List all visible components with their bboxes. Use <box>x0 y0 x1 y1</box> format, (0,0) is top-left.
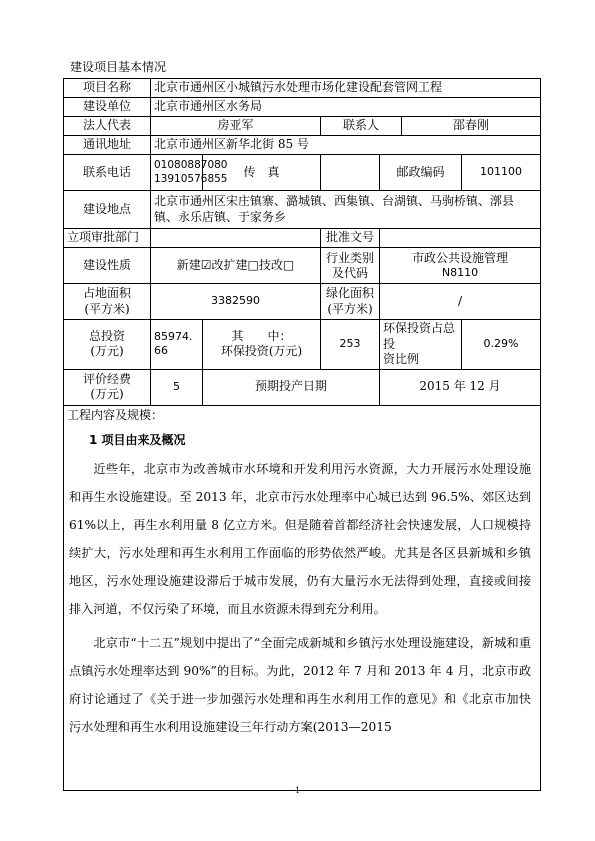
value-project-name: 北京市通州区小城镇污水处理市场化建设配套管网工程 <box>151 79 541 98</box>
industry-name: 市政公共设施管理 <box>412 250 509 265</box>
industry-code: N8110 <box>441 266 479 280</box>
content-label: 工程内容及规模： <box>67 407 164 422</box>
row-area <box>64 284 541 320</box>
paragraph-1: 近些年，北京市为改善城市水环境和开发利用污水资源，大力开展污水处理设施和再生水设施建设。至 2013 年，北京市污水处理率中心城已达到 96.5%、郊区达到 61%以上，再生水利用量 8 亿立方米。但是随着首都经济社会快速发展，人口规模持续扩大，污水处理和再生水利用工作面临的形势依然严峻。尤其是各区县新城和乡镇地区，污水处理设施建设滞后于城市发展，仍有大量污水无法得到处理，直接或间接排入河道，不仅污染了环境，而且水资源未得到充分利用。 <box>69 461 532 616</box>
row-project-name <box>64 79 541 98</box>
section-heading: 建设项目基本情况 <box>70 60 167 74</box>
label-investment <box>64 320 151 370</box>
row-legal-rep <box>64 117 541 136</box>
value-investment-line1: 85974. <box>154 330 193 344</box>
label-green-line1: 绿化面积 <box>325 285 374 300</box>
value-env-investment: 253 <box>321 320 380 370</box>
label-address: 通讯地址 <box>64 136 151 155</box>
content-cell <box>64 405 541 790</box>
label-production-date: 预期投产日期 <box>203 369 380 405</box>
value-phone <box>151 155 228 191</box>
label-approval-dept: 立项审批部门 <box>64 229 151 248</box>
value-env-ratio: 0.29% <box>462 320 541 370</box>
row-nature <box>64 248 541 284</box>
phone-number-2: 13910576855 <box>154 172 228 185</box>
label-ratio-line1: 环保投资占总投 <box>383 321 456 351</box>
label-env-line1: 其 中： <box>231 328 292 343</box>
label-industry: 行业类别及代码 <box>321 248 380 284</box>
label-nature: 建设性质 <box>64 248 151 284</box>
value-builder: 北京市通州区水务局 <box>151 98 541 117</box>
row-approval <box>64 229 541 248</box>
value-green: / <box>380 284 541 320</box>
section-1-title: 1 项目由来及概况 <box>89 433 186 448</box>
label-approval-doc: 批准文号 <box>321 229 380 248</box>
paragraph-2: 北京市“十二五”规划中提出了“全面完成新城和乡镇污水处理设施建设，新城和重点镇污水处理率达到 90%”的目标。为此，2012 年 7 月和 2013 年 4 月，北京市政府讨论通过了《关于进一步加强污水处理和再生水利用工作的意见》和《北京市加快污水处理和再生水利用设施建设三年行动方案(2013—2015 <box>69 635 532 734</box>
value-area: 3382590 <box>151 284 321 320</box>
label-env-line2: 环保投资(万元) <box>220 344 303 359</box>
label-phone: 联系电话 <box>64 155 151 191</box>
label-area-line2: (平方米) <box>84 301 130 316</box>
label-green-line2: (平方米) <box>327 301 373 316</box>
value-investment-line2: 66 <box>154 344 168 358</box>
label-area <box>64 284 151 320</box>
value-nature: 新建☑改扩建□技改□ <box>151 248 321 284</box>
row-builder <box>64 98 541 117</box>
value-investment <box>151 320 203 370</box>
value-industry <box>380 248 541 284</box>
label-green <box>321 284 380 320</box>
label-eval-fee <box>64 369 151 405</box>
row-content <box>64 405 541 790</box>
phone-number-1: 01080887080 <box>154 158 228 171</box>
label-builder: 建设单位 <box>64 98 151 117</box>
label-fax: 传 真 <box>203 155 321 191</box>
value-address: 北京市通州区新华北街 85 号 <box>151 136 541 155</box>
label-eval-line1: 评价经费 <box>82 371 131 386</box>
label-postcode: 邮政编码 <box>380 155 462 191</box>
value-legal-rep: 房亚军 <box>151 117 321 136</box>
row-investment <box>64 320 541 370</box>
label-project-name: 项目名称 <box>64 79 151 98</box>
value-production-date: 2015 年 12 月 <box>380 369 541 405</box>
label-eval-line2: (万元) <box>90 387 124 402</box>
label-env-ratio <box>380 320 462 370</box>
label-investment-line2: (万元) <box>90 344 124 359</box>
label-legal-rep: 法人代表 <box>64 117 151 136</box>
row-eval-fee <box>64 369 541 405</box>
value-contact: 邵春刚 <box>402 117 541 136</box>
value-postcode: 101100 <box>462 155 541 191</box>
label-env-investment <box>203 320 321 370</box>
value-approval-dept <box>151 229 321 248</box>
row-location <box>64 191 541 229</box>
value-location: 北京市通州区宋庄镇寨、潞城镇、西集镇、台湖镇、马驹桥镇、漷县镇、永乐店镇、于家务乡 <box>151 191 541 229</box>
row-address <box>64 136 541 155</box>
value-approval-doc <box>380 229 541 248</box>
value-eval-fee: 5 <box>151 369 203 405</box>
row-phone <box>64 155 541 191</box>
page-number: 1 <box>294 786 301 795</box>
label-area-line1: 占地面积 <box>82 285 131 300</box>
label-contact: 联系人 <box>321 117 402 136</box>
label-investment-line1: 总投资 <box>88 328 125 343</box>
value-fax <box>321 155 380 191</box>
label-ratio-line2: 资比例 <box>383 352 420 367</box>
label-location: 建设地点 <box>64 191 151 229</box>
project-info-table <box>63 78 541 791</box>
